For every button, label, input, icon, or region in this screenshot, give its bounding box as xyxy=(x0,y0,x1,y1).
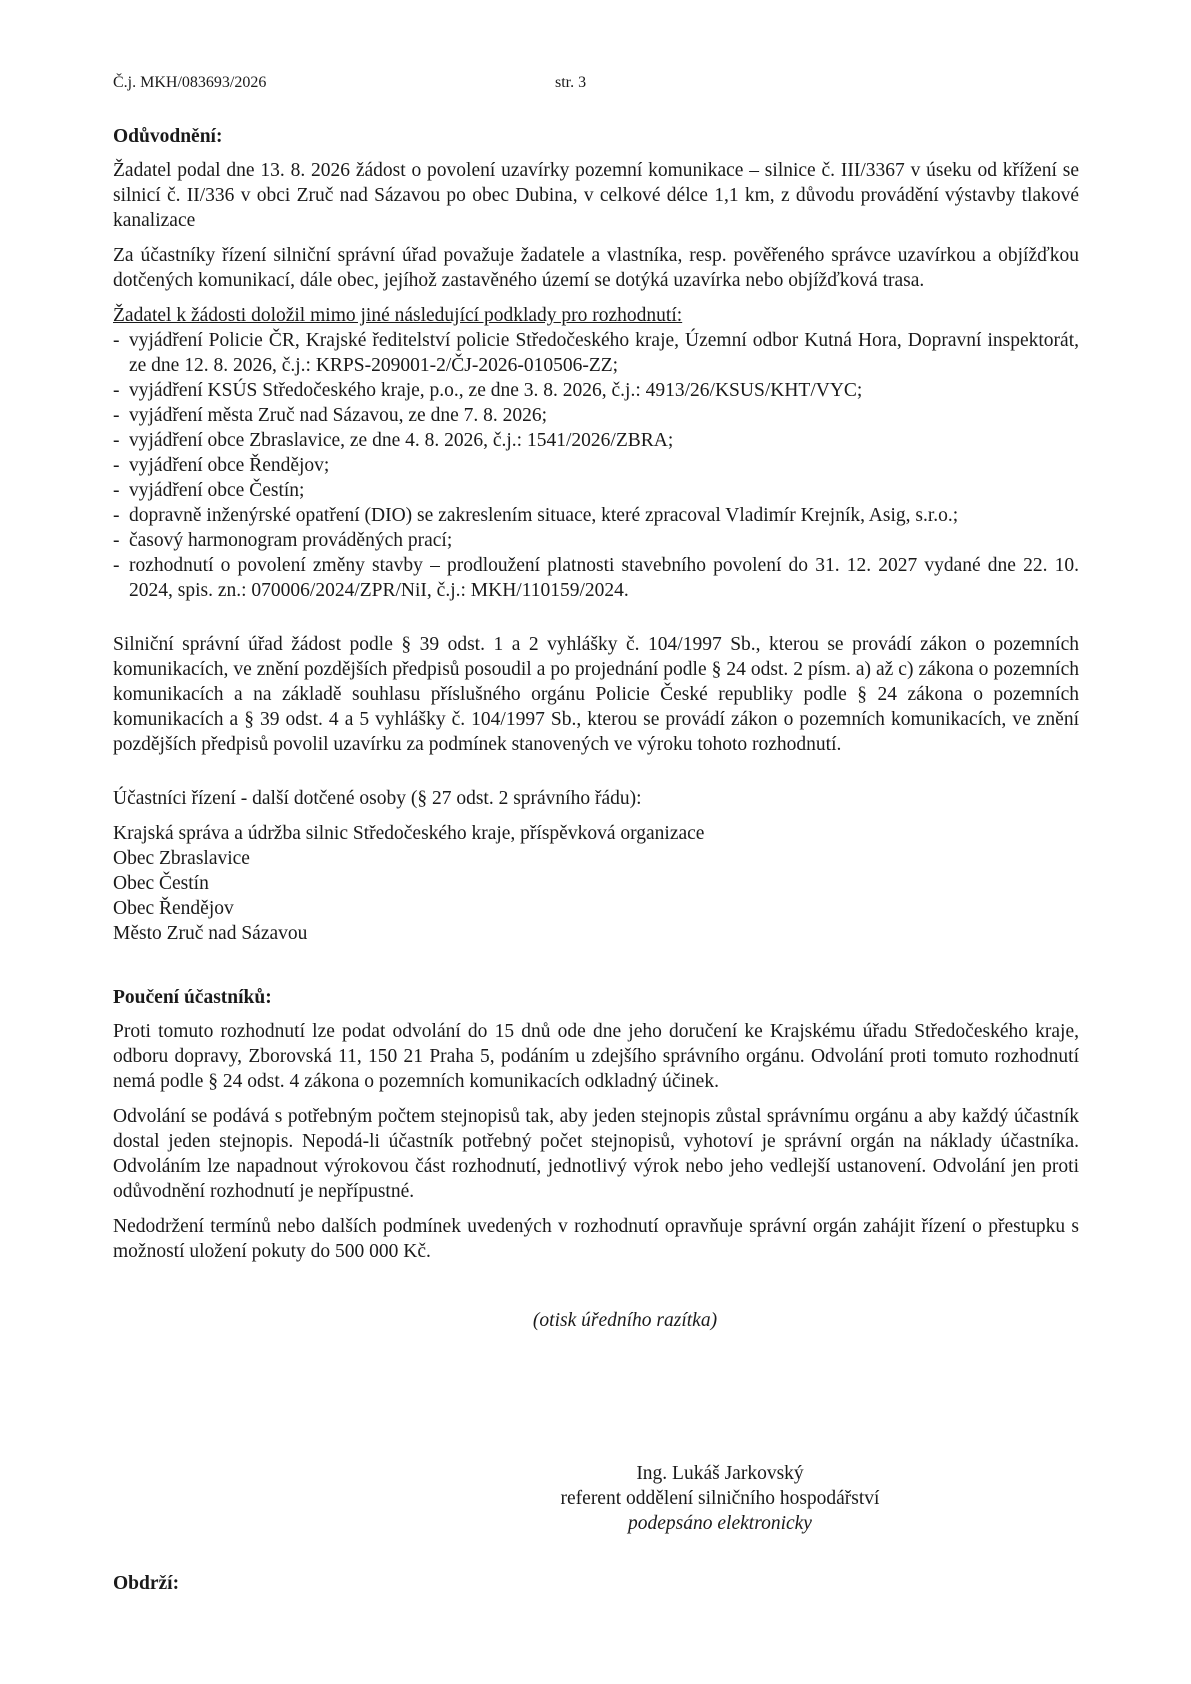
list-item: - vyjádření KSÚS Středočeského kraje, p.o., ze dne 3. 8. 2026, č.j.: 4913/26/KSUS/KHT/VYC; xyxy=(113,378,1079,403)
list-item: - dopravně inženýrské opatření (DIO) se zakreslením situace, které zpracoval Vladimír Krejník, Asig, s.r.o.; xyxy=(113,503,1079,528)
list-item: - vyjádření obce Zbraslavice, ze dne 4. 8. 2026, č.j.: 1541/2026/ZBRA; xyxy=(113,428,1079,453)
paragraph-appeal: Proti tomuto rozhodnutí lze podat odvolání do 15 dnů ode dne jeho doručení ke Krajskému úřadu Středočeského kraje, odboru dopravy, Zborovská 11, 150 21 Praha 5, podáním u zdejšího správního orgánu. Odvolání proti tomuto rozhodnutí nemá podle § 24 odst. 4 zákona o pozemních komunikacích odkladný účinek. xyxy=(113,1021,1079,1092)
list-item: - vyjádření města Zruč nad Sázavou, ze dne 7. 8. 2026; xyxy=(113,403,1079,428)
list-item: - vyjádření Policie ČR, Krajské ředitelství policie Středočeského kraje, Územní odbor Kutná Hora, Dopravní inspektorát, ze dne 12. 8. 2026, č.j.: KRPS-209001-2/ČJ-2026-010506-ZZ; xyxy=(113,328,1079,378)
participant-item: Obec Řendějov xyxy=(113,898,234,919)
participants-list xyxy=(113,821,1079,946)
paragraph-appeal-copies: Odvolání se podává s potřebným počtem stejnopisů tak, aby jeden stejnopis zůstal správnímu orgánu a aby každý účastník dostal jeden stejnopis. Nepodá-li účastník potřebný počet stejnopisů, vyhotoví je správní orgán na náklady účastníka. Odvoláním lze napadnout výrokovou část rozhodnutí, jednotlivý výrok nebo jeho vedlejší ustanovení. Odvolání jen proti odůvodnění rozhodnutí je nepřípustné. xyxy=(113,1106,1079,1202)
official-stamp-placeholder: (otisk úředního razítka) xyxy=(532,1310,718,1331)
electronic-signature-note: podepsáno elektronicky xyxy=(628,1513,812,1534)
section-title-pouceni: Poučení účastníků: xyxy=(113,987,272,1008)
list-item: - vyjádření obce Čestín; xyxy=(113,478,1079,503)
signature-block xyxy=(540,1461,900,1536)
participant-item: Obec Zbraslavice xyxy=(113,848,250,869)
signatory-role: referent oddělení silničního hospodářství xyxy=(560,1488,880,1509)
document-body xyxy=(113,124,1079,1333)
paragraph-penalty: Nedodržení termínů nebo dalších podmínek uvedených v rozhodnutí opravňuje správní orgán zahájit řízení o přestupku s možností uložení pokuty do 500 000 Kč. xyxy=(113,1216,1079,1262)
paragraph-assessment: Silniční správní úřad žádost podle § 39 odst. 1 a 2 vyhlášky č. 104/1997 Sb., kterou se provádí zákon o pozemních komunikacích, ve znění pozdějších předpisů posoudil a po projednání podle § 24 odst. 2 písm. a) až c) zákona o pozemních komunikacích a na základě souhlasu příslušného orgánu Policie České republiky podle § 24 zákona o pozemních komunikacích a § 39 odst. 4 a 5 vyhlášky č. 104/1997 Sb., kterou se provádí zákon o pozemních komunikacích, ve znění pozdějších předpisů povolil uzavírku za podmínek stanovených ve výroku tohoto rozhodnutí. xyxy=(113,634,1079,755)
participant-item: Obec Čestín xyxy=(113,873,209,894)
participants-heading: Účastníci řízení - další dotčené osoby (§ 27 odst. 2 správního řádu): xyxy=(113,788,642,809)
participant-item: Město Zruč nad Sázavou xyxy=(113,923,308,944)
signatory-name: Ing. Lukáš Jarkovský xyxy=(636,1463,804,1484)
list-item: - vyjádření obce Řendějov; xyxy=(113,453,1079,478)
recipients-heading: Obdrží: xyxy=(113,1573,180,1594)
reference-number: Č.j. MKH/083693/2026 xyxy=(113,74,267,91)
page-number: str. 3 xyxy=(555,74,587,91)
paragraph-request: Žadatel podal dne 13. 8. 2026 žádost o povolení uzavírky pozemní komunikace – silnice č. III/3367 v úseku od křížení se silnicí č. II/336 v obci Zruč nad Sázavou po obec Dubina, v celkové délce 1,1 km, z důvodu provádění výstavby tlakové kanalizace xyxy=(113,160,1079,231)
section-title-oduvodneni: Odůvodnění: xyxy=(113,126,223,147)
page-header xyxy=(113,70,1078,92)
list-item: - rozhodnutí o povolení změny stavby – prodloužení platnosti stavebního povolení do 31. 12. 2027 vydané dne 22. 10. 2024, spis. zn.: 070006/2024/ZPR/NiI, č.j.: MKH/110159/2024. xyxy=(113,553,1079,603)
paragraph-participants-definition: Za účastníky řízení silniční správní úřad považuje žadatele a vlastníka, resp. pověřeného správce uzavírkou a objížďkou dotčených komunikací, dále obec, jejíhož zastavěného území se dotýká uzavírka nebo objížďková trasa. xyxy=(113,245,1079,291)
documents-list-heading: Žadatel k žádosti doložil mimo jiné následující podklady pro rozhodnutí: xyxy=(113,305,683,326)
documents-list xyxy=(113,328,1079,603)
participant-item: Krajská správa a údržba silnic Středočeského kraje, příspěvková organizace xyxy=(113,823,705,844)
list-item: - časový harmonogram prováděných prací; xyxy=(113,528,1079,553)
